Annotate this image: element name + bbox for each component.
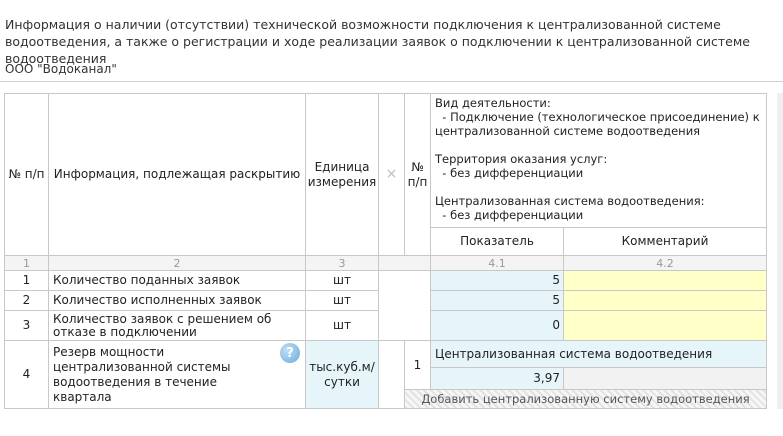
page-title: Информация о наличии (отсутствии) технической возможности подключения к централизованной системе водоотведения, а также о регистрации и ходе реализации заявок о подключении к централизованной системе водоотведения bbox=[5, 17, 750, 66]
system-label: Централизованная система водоотведения: bbox=[435, 194, 705, 208]
row-num: 4 bbox=[4, 340, 49, 409]
activity-line2: централизованной системе водоотведения bbox=[435, 124, 701, 138]
row-info: Количество поданных заявок bbox=[48, 270, 306, 291]
row-info: Количество заявок с решением об отказе в подключении bbox=[48, 310, 306, 341]
value-input[interactable]: 0 bbox=[430, 310, 564, 341]
system-num: 1 bbox=[404, 340, 431, 390]
empty-cell bbox=[563, 367, 767, 390]
comment-input[interactable] bbox=[563, 270, 767, 291]
row-num: 1 bbox=[4, 270, 49, 291]
column-number: 4.1 bbox=[430, 255, 564, 271]
row-num: 3 bbox=[4, 310, 49, 341]
value-input[interactable]: 5 bbox=[430, 290, 564, 311]
header-num: № п/п bbox=[4, 93, 49, 256]
row-num: 2 bbox=[4, 290, 49, 311]
row-unit: шт bbox=[305, 270, 379, 291]
unit-selector[interactable]: тыс.куб.м/сутки bbox=[305, 340, 379, 409]
row-unit: шт bbox=[305, 290, 379, 311]
activity-label: Вид деятельности: bbox=[435, 96, 551, 110]
empty-cell bbox=[378, 340, 405, 409]
system-value: - без дифференциации bbox=[435, 208, 584, 222]
comment-input[interactable] bbox=[563, 290, 767, 311]
scrollbar[interactable] bbox=[777, 93, 783, 409]
column-number-blank bbox=[378, 255, 431, 271]
row-info: Резерв мощности централизованной системы водоотведения в течение квартала bbox=[48, 340, 306, 409]
territory-value: - без дифференциации bbox=[435, 166, 584, 180]
activity-line1: - Подключение (технологическое присоединение) к bbox=[435, 110, 760, 124]
header-unit: Единица измерения bbox=[305, 93, 379, 256]
divider bbox=[0, 81, 783, 82]
row-info: Количество исполненных заявок bbox=[48, 290, 306, 311]
header-indicator: Показатель bbox=[430, 227, 564, 256]
organization-name: ООО "Водоканал" bbox=[5, 62, 117, 76]
territory-label: Территория оказания услуг: bbox=[435, 152, 608, 166]
column-number: 4.2 bbox=[563, 255, 767, 271]
question-circle-icon[interactable]: ? bbox=[280, 343, 300, 363]
value-input[interactable]: 5 bbox=[430, 270, 564, 291]
column-number: 2 bbox=[48, 255, 306, 271]
header-num2: № п/п bbox=[404, 93, 431, 256]
column-number: 3 bbox=[305, 255, 379, 271]
add-system-button[interactable]: Добавить централизованную систему водоотведения bbox=[404, 389, 767, 409]
header-info: Информация, подлежащая раскрытию bbox=[48, 93, 306, 256]
system-name-field[interactable]: Централизованная система водоотведения bbox=[430, 340, 767, 368]
close-icon[interactable]: × bbox=[378, 93, 405, 256]
empty-cell bbox=[378, 270, 431, 341]
comment-input[interactable] bbox=[563, 310, 767, 341]
header-comment: Комментарий bbox=[563, 227, 767, 256]
column-number: 1 bbox=[4, 255, 49, 271]
row-unit: шт bbox=[305, 310, 379, 341]
reserve-value-input[interactable]: 3,97 bbox=[430, 367, 564, 390]
activity-description bbox=[430, 93, 767, 228]
